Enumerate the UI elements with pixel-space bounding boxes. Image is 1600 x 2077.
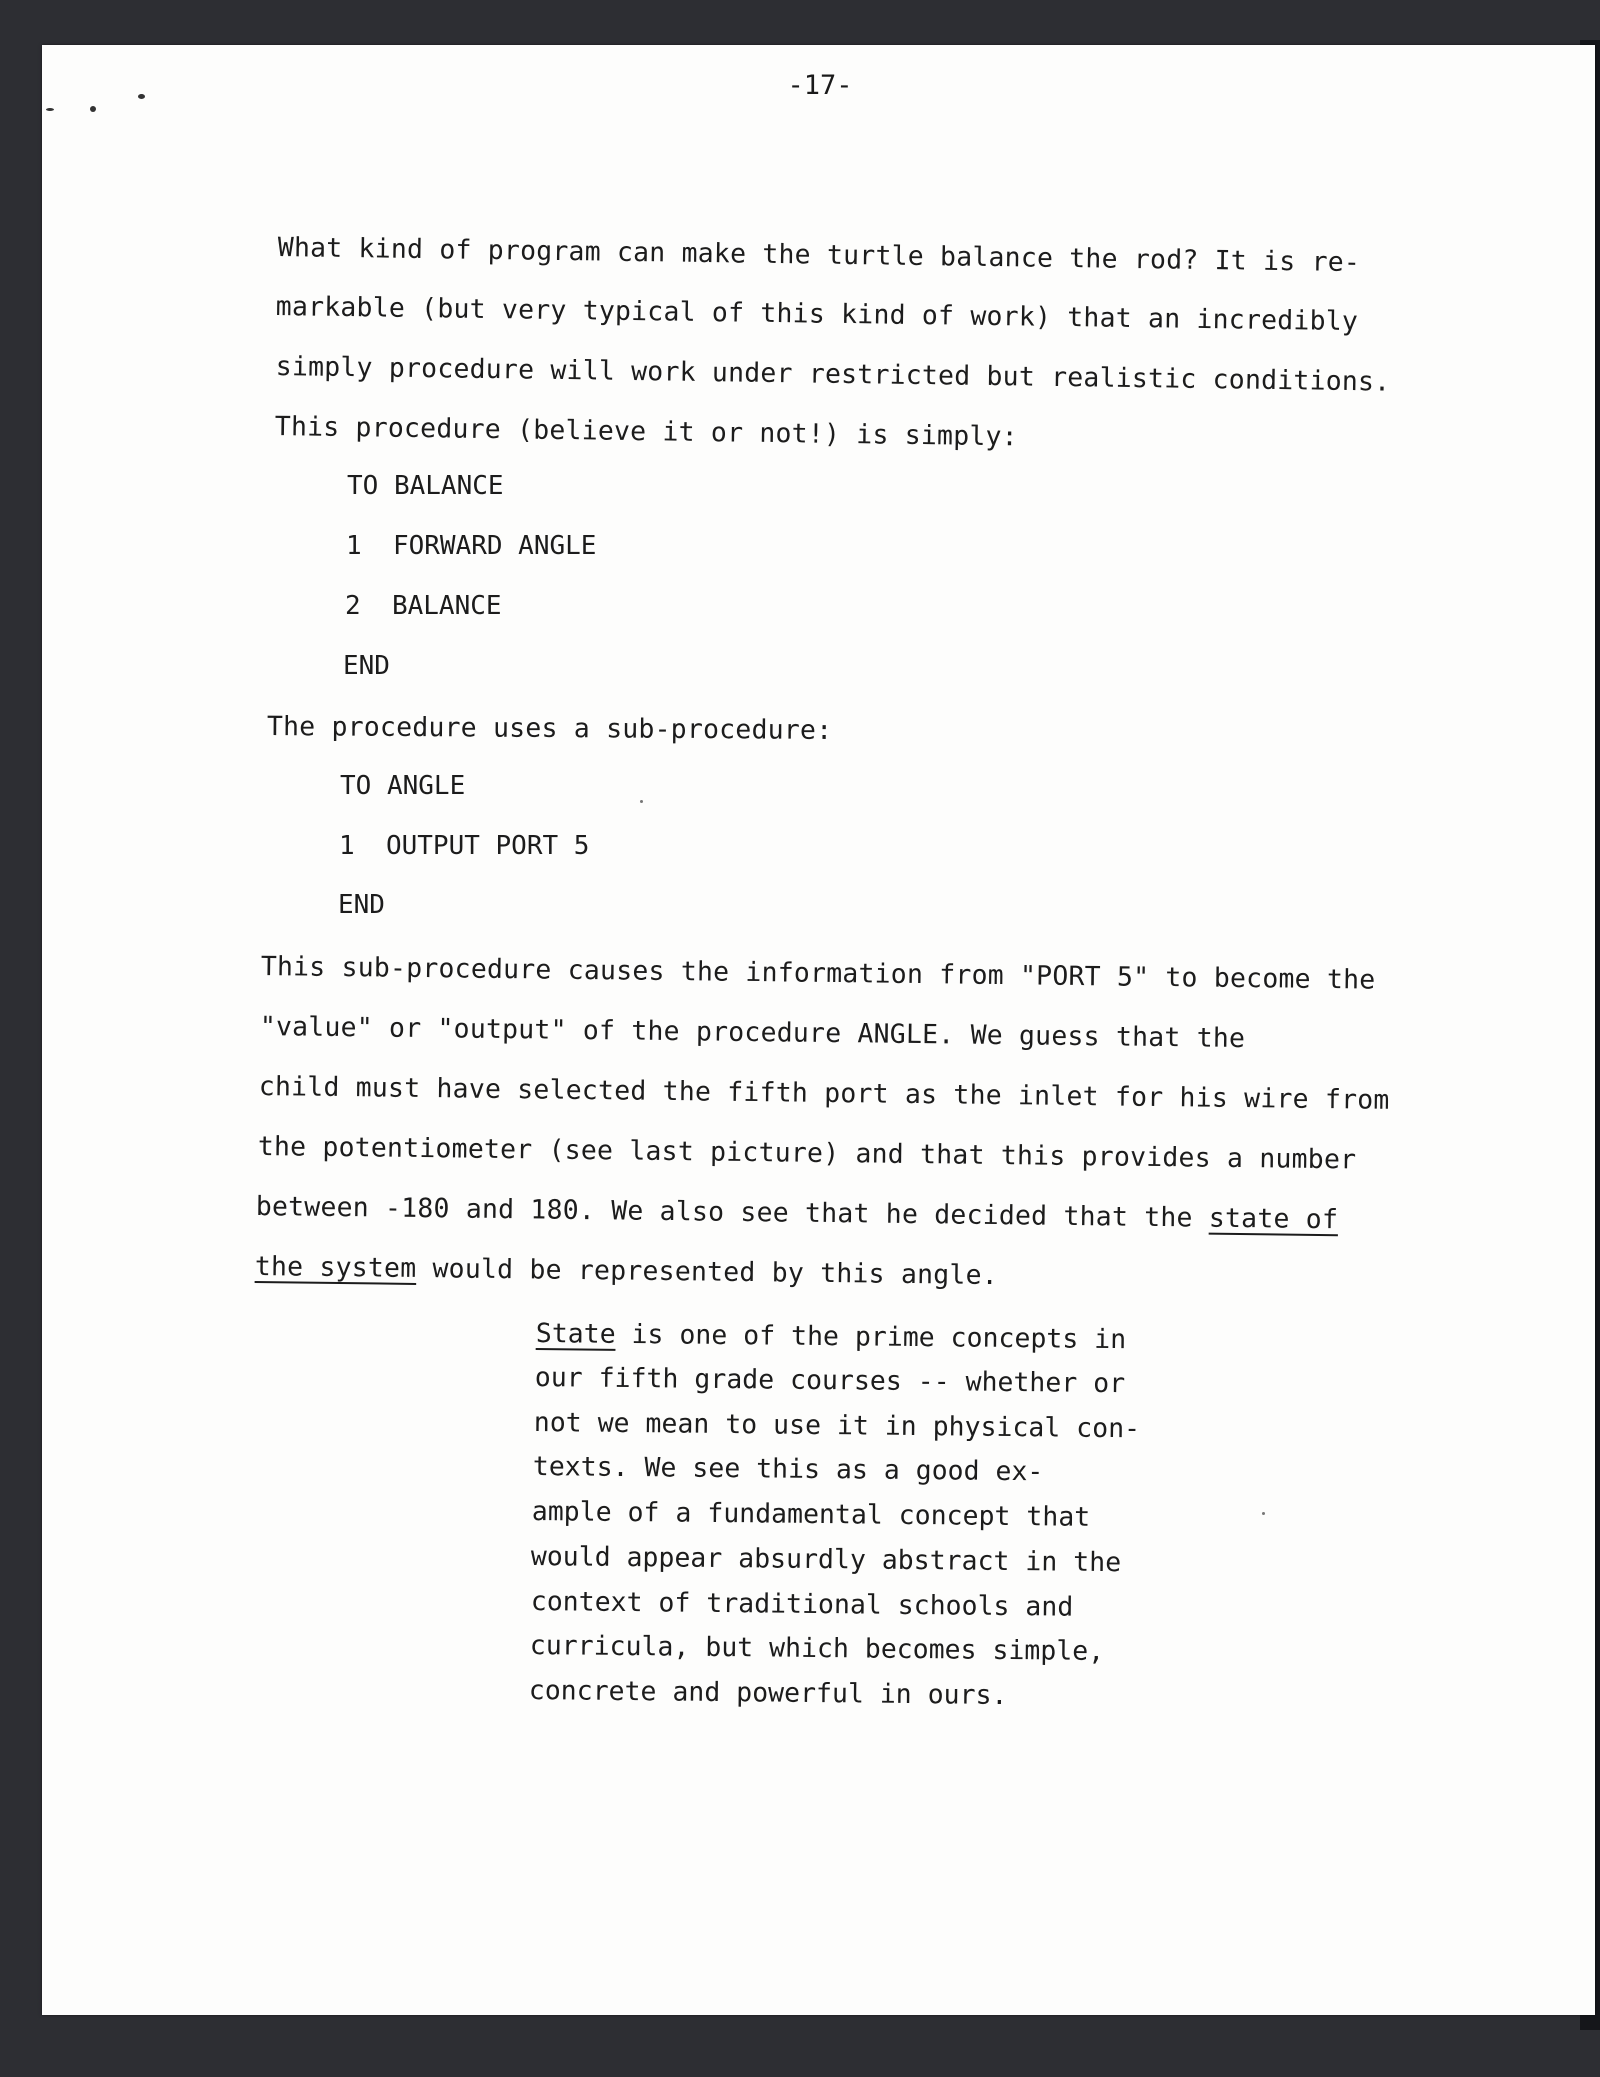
text-span: would be represented by this angle.	[416, 1252, 999, 1292]
note-line	[536, 1318, 1127, 1355]
paper-speck	[640, 800, 643, 803]
underlined-term: state of	[1208, 1202, 1339, 1236]
text-span: between -180 and 180. We also see that he decided that the	[255, 1191, 1210, 1234]
text-line: "value" or "output" of the procedure ANGLE. We guess that the	[259, 1011, 1246, 1055]
code-line: END	[338, 890, 385, 920]
text-line: This sub-procedure causes the information from "PORT 5" to become the	[260, 951, 1376, 996]
note-line: context of traditional schools and	[530, 1586, 1074, 1623]
note-line: texts. We see this as a good ex-	[532, 1451, 1044, 1488]
underlined-term: the system	[254, 1251, 417, 1284]
page-number: -17-	[787, 70, 853, 101]
note-line: ample of a fundamental concept that	[531, 1496, 1091, 1533]
note-line: curricula, but which becomes simple,	[529, 1630, 1105, 1668]
code-line: TO ANGLE	[340, 771, 466, 801]
note-line: not we mean to use it in physical con-	[533, 1407, 1141, 1445]
text-line: the potentiometer (see last picture) and that this provides a number	[257, 1131, 1357, 1176]
code-line: 2 BALANCE	[345, 591, 502, 621]
text-line: child must have selected the fifth port as the inlet for his wire from	[258, 1071, 1390, 1116]
code-line: 1 FORWARD ANGLE	[346, 531, 597, 561]
text-line: simply procedure will work under restricted but realistic conditions.	[275, 351, 1391, 398]
note-line: concrete and powerful in ours.	[528, 1675, 1008, 1712]
code-line: TO BALANCE	[347, 471, 504, 501]
text-span: is one of the prime concepts in	[615, 1318, 1127, 1356]
text-line: This procedure (believe it or not!) is simply:	[274, 411, 1019, 453]
code-line: END	[343, 651, 390, 681]
text-line: The procedure uses a sub-procedure:	[266, 711, 833, 746]
code-line: 1 OUTPUT PORT 5	[339, 831, 590, 861]
text-line: markable (but very typical of this kind of work) that an incredibly	[275, 291, 1359, 338]
note-line: our fifth grade courses -- whether or	[534, 1362, 1126, 1400]
paper-speck	[1262, 1512, 1265, 1515]
margin-specks	[46, 92, 156, 122]
text-line: What kind of program can make the turtle balance the rod? It is re-	[277, 232, 1361, 279]
underlined-term: State	[535, 1318, 616, 1350]
note-line: would appear absurdly abstract in the	[530, 1541, 1122, 1579]
